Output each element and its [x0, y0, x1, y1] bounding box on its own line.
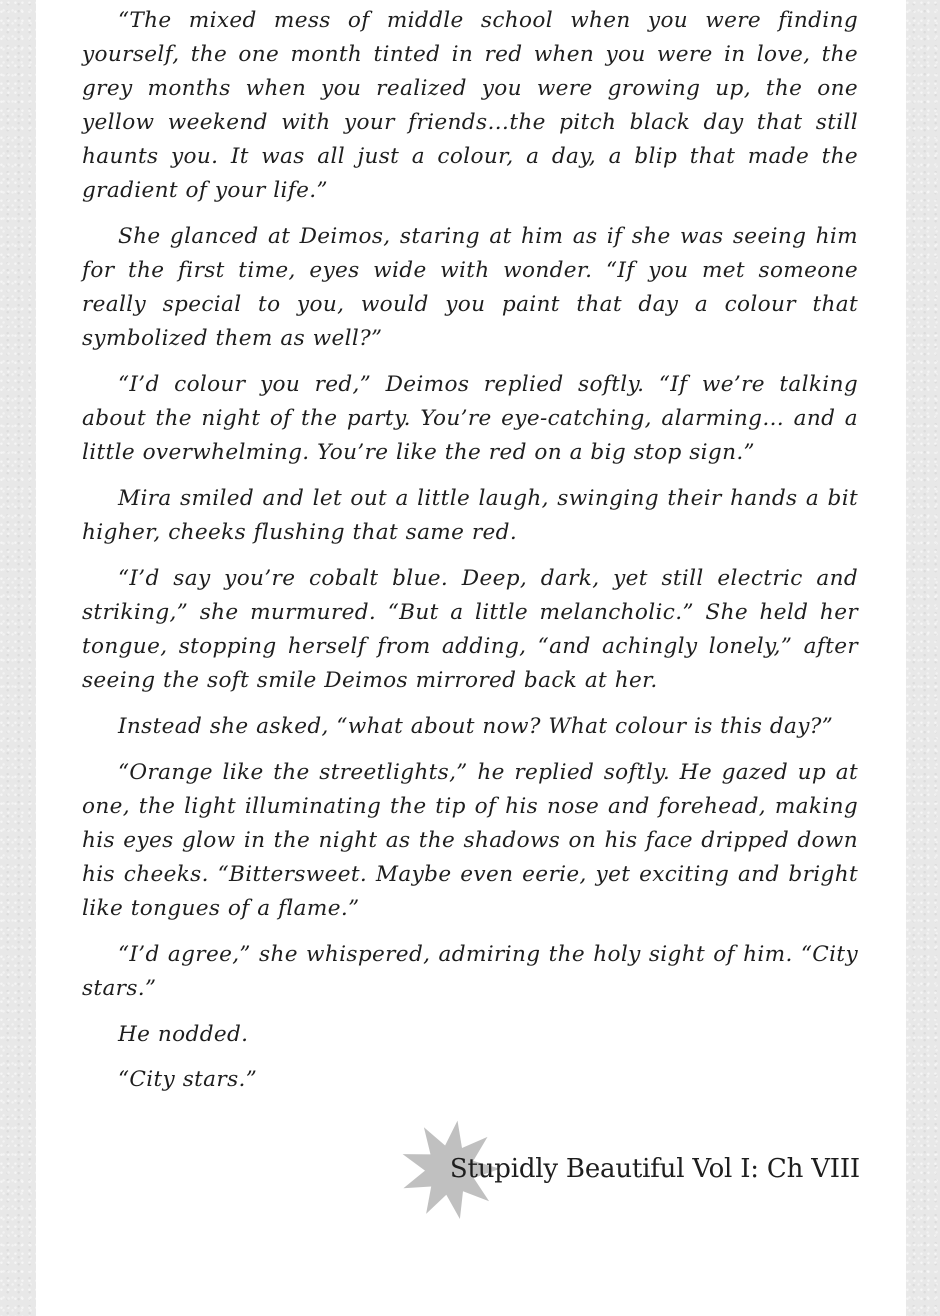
paragraph-4: Mira smiled and let out a little laugh, swinging their hands a bit higher, cheeks flushing that same red.: [82, 486, 858, 545]
chapter-text: [82, 4, 858, 1109]
footer-title: Stupidly Beautiful Vol I: Ch VIII: [449, 1154, 860, 1184]
paragraph-1: “The mixed mess of middle school when you were finding yourself, the one month tinted in red when you were in love, the grey months when you realized you were growing up, the one yellow weekend with your friends…the pitch black day that still haunts you. It was all just a colour, a day, a blip that made the gradient of your life.”: [82, 8, 858, 203]
paragraph-5: “I’d say you’re cobalt blue. Deep, dark, yet still electric and striking,” she murmured. “But a little melancholic.” She held her tongue, stopping herself from adding, “and achingly lonely,” after seeing the soft smile Deimos mirrored back at her.: [82, 566, 858, 693]
paragraph-8: “I’d agree,” she whispered, admiring the holy sight of him. “City stars.”: [82, 942, 858, 1001]
paragraph-2: She glanced at Deimos, staring at him as if she was seeing him for the first time, eyes wide with wonder. “If you met someone really special to you, would you paint that day a colour that symbolized them as well?”: [82, 224, 858, 351]
paragraph-9: He nodded.: [118, 1022, 249, 1047]
paragraph-10: “City stars.”: [118, 1067, 258, 1092]
left-page-margin: [0, 0, 36, 1316]
paragraph-3: “I’d colour you red,” Deimos replied softly. “If we’re talking about the night of the party. You’re eye-catching, alarming… and a little overwhelming. You’re like the red on a big stop sign.”: [82, 372, 858, 465]
paragraph-7: “Orange like the streetlights,” he replied softly. He gazed up at one, the light illuminating the tip of his nose and forehead, making his eyes glow in the night as the shadows on his face dripped down his cheeks. “Bittersweet. Maybe even eerie, yet exciting and bright like tongues of a flame.”: [82, 760, 858, 921]
right-page-margin: [906, 0, 940, 1316]
book-page: [36, 0, 906, 1316]
chapter-footer: [400, 1118, 860, 1222]
paragraph-6: Instead she asked, “what about now? What colour is this day?”: [118, 714, 834, 739]
